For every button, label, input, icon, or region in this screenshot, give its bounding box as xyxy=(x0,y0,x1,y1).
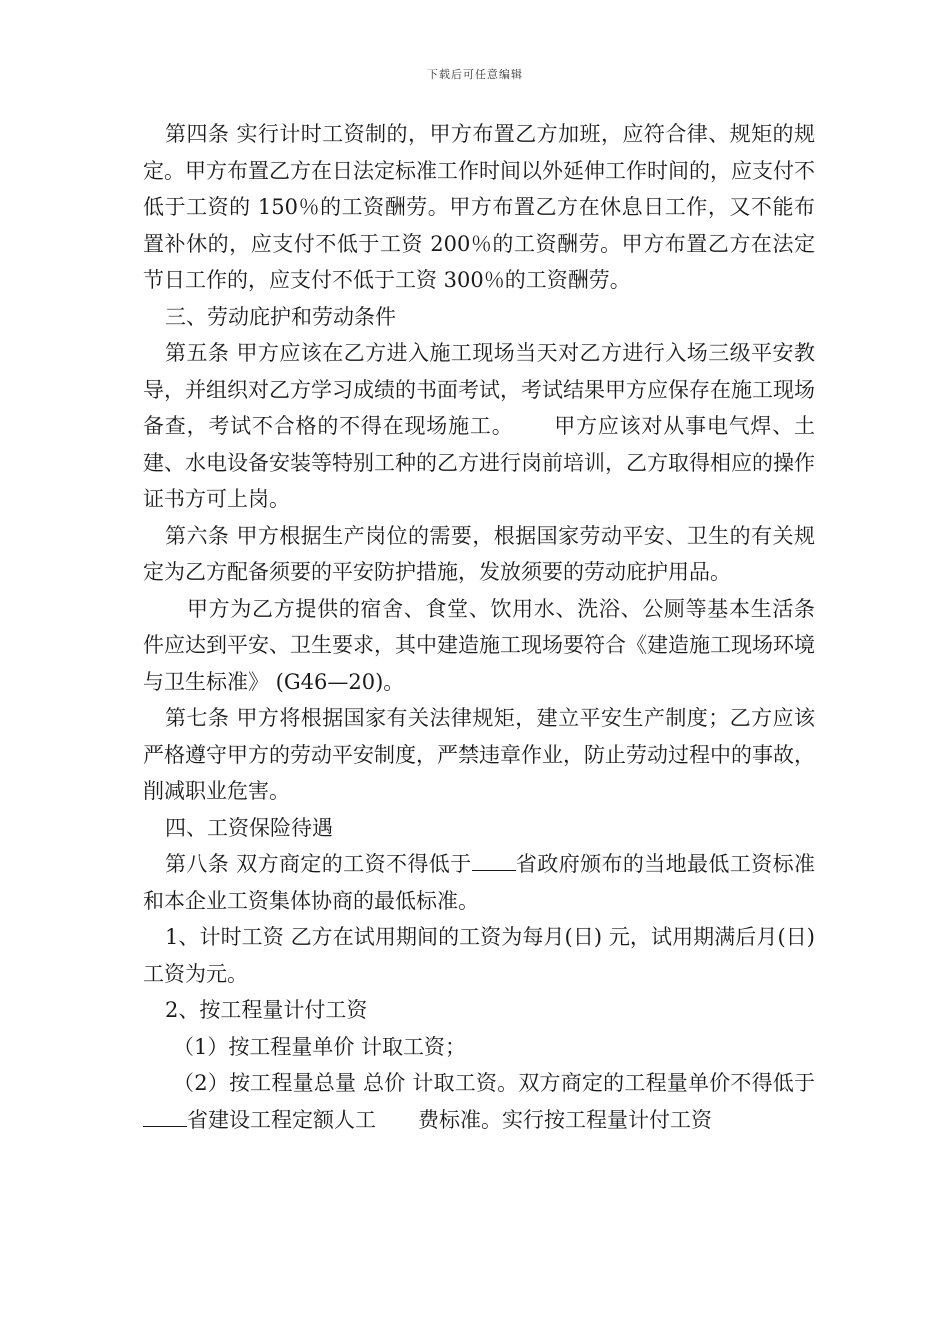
total-price-text-end: 费标准。实行按工程量计付工资 xyxy=(418,1107,712,1132)
province-blank-2 xyxy=(143,1106,187,1127)
total-price-item xyxy=(143,1065,815,1138)
total-price-text-mid: 省建设工程定额人工 xyxy=(187,1107,376,1132)
section-4-heading: 四、工资保险待遇 xyxy=(165,815,333,840)
hourly-wage-paragraph: 1、计时工资 乙方在试用期间的工资为每月(日) 元，试用期满后月(日)工资为元。 xyxy=(143,925,815,986)
article-8-text-end: 省政府颁布的当地最低工资标准和本企业工资集体协商的最低标准。 xyxy=(143,852,815,913)
article-5-continuation: 甲方应该对从事电气焊、土建、水电设备安装等特别工种的乙方进行岗前培训，乙方取得相应的操作证书方可上岗。 xyxy=(143,414,816,511)
unit-price-item: （1）按工程量单价 计取工资； xyxy=(173,1034,467,1059)
article-6-paragraph: 第六条 甲方根据生产岗位的需要，根据国家劳动平安、卫生的有关规定为乙方配备须要的平安防护措施，发放须要的劳动庇护用品。 xyxy=(143,523,815,584)
document-body xyxy=(143,116,815,1138)
province-blank xyxy=(472,850,516,871)
section-3-heading: 三、劳动庇护和劳动条件 xyxy=(165,304,396,329)
total-price-text-start: （2）按工程量总量 总价 计取工资。双方商定的工程量单价不得低于 xyxy=(173,1071,815,1095)
article-7-paragraph: 第七条 甲方将根据国家有关法律规矩，建立平安生产制度；乙方应该严格遵守甲方的劳动平安制度，严禁违章作业，防止劳动过程中的事故，削减职业危害。 xyxy=(143,706,815,803)
article-8-paragraph xyxy=(143,846,815,919)
piece-rate-heading: 2、按工程量计付工资 xyxy=(165,998,368,1022)
article-8-text-start: 第八条 双方商定的工资不得低于 xyxy=(165,852,472,876)
article-5-text: 第五条 甲方应该在乙方进入施工现场当天对乙方进行入场三级平安教导，并组织对乙方学习成绩的书面考试，考试结果甲方应保存在施工现场备查，考试不合格的不得在现场施工。 xyxy=(143,341,815,438)
article-6-continuation: 甲方为乙方提供的宿舍、食堂、饮用水、洗浴、公厕等基本生活条件应达到平安、卫生要求，其中建造施工现场要符合《建造施工现场环境与卫生标准》 (G46—20)。 xyxy=(143,596,815,694)
article-5-paragraph xyxy=(143,335,815,518)
header-note: 下载后可任意编辑 xyxy=(427,68,523,81)
article-4-paragraph: 第四条 实行计时工资制的，甲方布置乙方加班，应符合律、规矩的规定。甲方布置乙方在日法定标准工作时间以外延伸工作时间的，应支付不低于工资的 150％的工资酬劳。甲方布置乙方在休息日工作，又不能布置补休的，应支付不低于工资 200％的工资酬劳。甲方布置乙方在法定节日工作的，应支付不低于工资 300％的工资酬劳。 xyxy=(143,122,815,292)
